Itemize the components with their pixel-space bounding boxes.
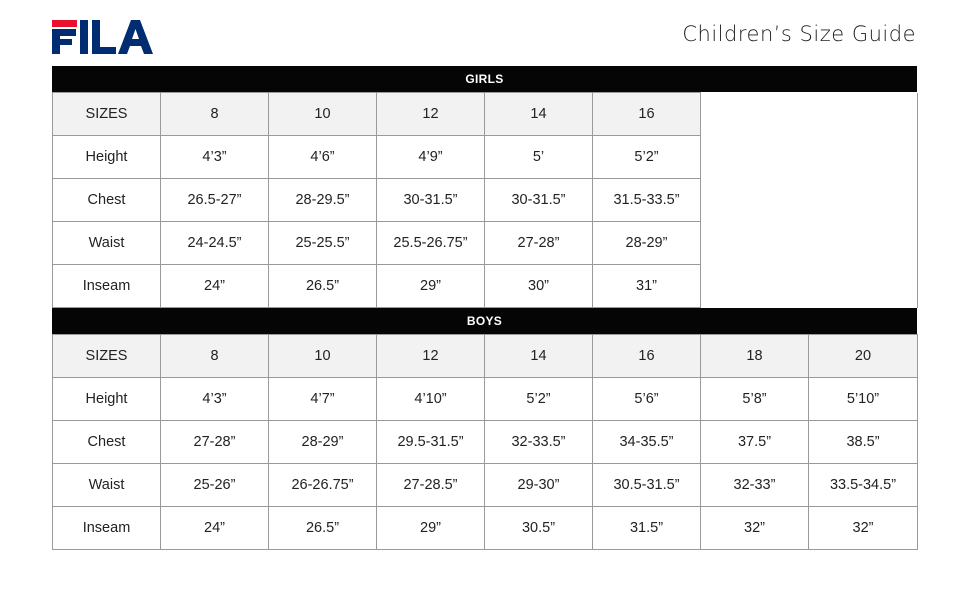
boys-measurement-row: [53, 507, 918, 550]
row-label: Chest: [53, 179, 161, 222]
measurement-cell: 25-26”: [161, 464, 269, 507]
girls-size-table: [52, 92, 918, 308]
fila-logo: [52, 20, 156, 54]
size-header-cell: 14: [485, 335, 593, 378]
measurement-cell: 4’3”: [161, 136, 269, 179]
measurement-cell: 38.5”: [809, 421, 918, 464]
logo-accent-bar: [52, 20, 77, 27]
boys-measurement-row: [53, 464, 918, 507]
measurement-cell: 31”: [593, 265, 701, 308]
measurement-cell: 24”: [161, 265, 269, 308]
empty-cell: [701, 179, 918, 222]
measurement-cell: 29.5-31.5”: [377, 421, 485, 464]
measurement-cell: 24”: [161, 507, 269, 550]
row-label: Waist: [53, 222, 161, 265]
measurement-cell: 32”: [701, 507, 809, 550]
boys-size-table: [52, 334, 918, 550]
measurement-cell: 25-25.5”: [269, 222, 377, 265]
measurement-cell: 4’7”: [269, 378, 377, 421]
girls-measurement-row: [53, 265, 918, 308]
size-guide: [52, 66, 917, 550]
row-label: SIZES: [53, 93, 161, 136]
measurement-cell: 5’: [485, 136, 593, 179]
size-header-cell: 12: [377, 93, 485, 136]
size-header-cell: 14: [485, 93, 593, 136]
girls-section-header: GIRLS: [52, 66, 917, 92]
measurement-cell: 24-24.5”: [161, 222, 269, 265]
size-header-cell: 16: [593, 335, 701, 378]
boys-measurement-row: [53, 378, 918, 421]
measurement-cell: 29-30”: [485, 464, 593, 507]
measurement-cell: 34-35.5”: [593, 421, 701, 464]
measurement-cell: 28-29.5”: [269, 179, 377, 222]
measurement-cell: 25.5-26.75”: [377, 222, 485, 265]
size-header-cell: 8: [161, 335, 269, 378]
girls-measurement-row: [53, 136, 918, 179]
girls-measurement-row: [53, 179, 918, 222]
size-header-cell: 10: [269, 93, 377, 136]
empty-cell: [701, 136, 918, 179]
measurement-cell: 33.5-34.5”: [809, 464, 918, 507]
row-label: Height: [53, 136, 161, 179]
measurement-cell: 31.5-33.5”: [593, 179, 701, 222]
row-label: Waist: [53, 464, 161, 507]
boys-sizes-row: [53, 335, 918, 378]
measurement-cell: 26-26.75”: [269, 464, 377, 507]
measurement-cell: 27-28”: [485, 222, 593, 265]
girls-measurement-row: [53, 222, 918, 265]
measurement-cell: 5’8”: [701, 378, 809, 421]
measurement-cell: 26.5”: [269, 507, 377, 550]
measurement-cell: 5’2”: [593, 136, 701, 179]
measurement-cell: 27-28”: [161, 421, 269, 464]
size-header-cell: 10: [269, 335, 377, 378]
measurement-cell: 4’9”: [377, 136, 485, 179]
measurement-cell: 30.5”: [485, 507, 593, 550]
size-header-cell: 12: [377, 335, 485, 378]
measurement-cell: 32-33”: [701, 464, 809, 507]
measurement-cell: 27-28.5”: [377, 464, 485, 507]
row-label: Chest: [53, 421, 161, 464]
row-label: SIZES: [53, 335, 161, 378]
size-header-cell: 20: [809, 335, 918, 378]
measurement-cell: 30-31.5”: [377, 179, 485, 222]
measurement-cell: 37.5”: [701, 421, 809, 464]
row-label: Height: [53, 378, 161, 421]
measurement-cell: 5’10”: [809, 378, 918, 421]
page-title: Children’s Size Guide: [682, 22, 916, 46]
measurement-cell: 30.5-31.5”: [593, 464, 701, 507]
measurement-cell: 28-29”: [593, 222, 701, 265]
empty-cell: [701, 265, 918, 308]
size-header-cell: 18: [701, 335, 809, 378]
row-label: Inseam: [53, 265, 161, 308]
empty-cell: [701, 93, 918, 136]
girls-sizes-row: [53, 93, 918, 136]
measurement-cell: 30-31.5”: [485, 179, 593, 222]
boys-section-header: BOYS: [52, 308, 917, 334]
measurement-cell: 4’10”: [377, 378, 485, 421]
measurement-cell: 5’2”: [485, 378, 593, 421]
measurement-cell: 29”: [377, 507, 485, 550]
measurement-cell: 26.5-27”: [161, 179, 269, 222]
measurement-cell: 31.5”: [593, 507, 701, 550]
measurement-cell: 30”: [485, 265, 593, 308]
measurement-cell: 26.5”: [269, 265, 377, 308]
measurement-cell: 28-29”: [269, 421, 377, 464]
measurement-cell: 29”: [377, 265, 485, 308]
size-header-cell: 16: [593, 93, 701, 136]
measurement-cell: 32-33.5”: [485, 421, 593, 464]
measurement-cell: 5’6”: [593, 378, 701, 421]
boys-measurement-row: [53, 421, 918, 464]
measurement-cell: 4’3”: [161, 378, 269, 421]
measurement-cell: 4’6”: [269, 136, 377, 179]
measurement-cell: 32”: [809, 507, 918, 550]
row-label: Inseam: [53, 507, 161, 550]
empty-cell: [701, 222, 918, 265]
size-header-cell: 8: [161, 93, 269, 136]
